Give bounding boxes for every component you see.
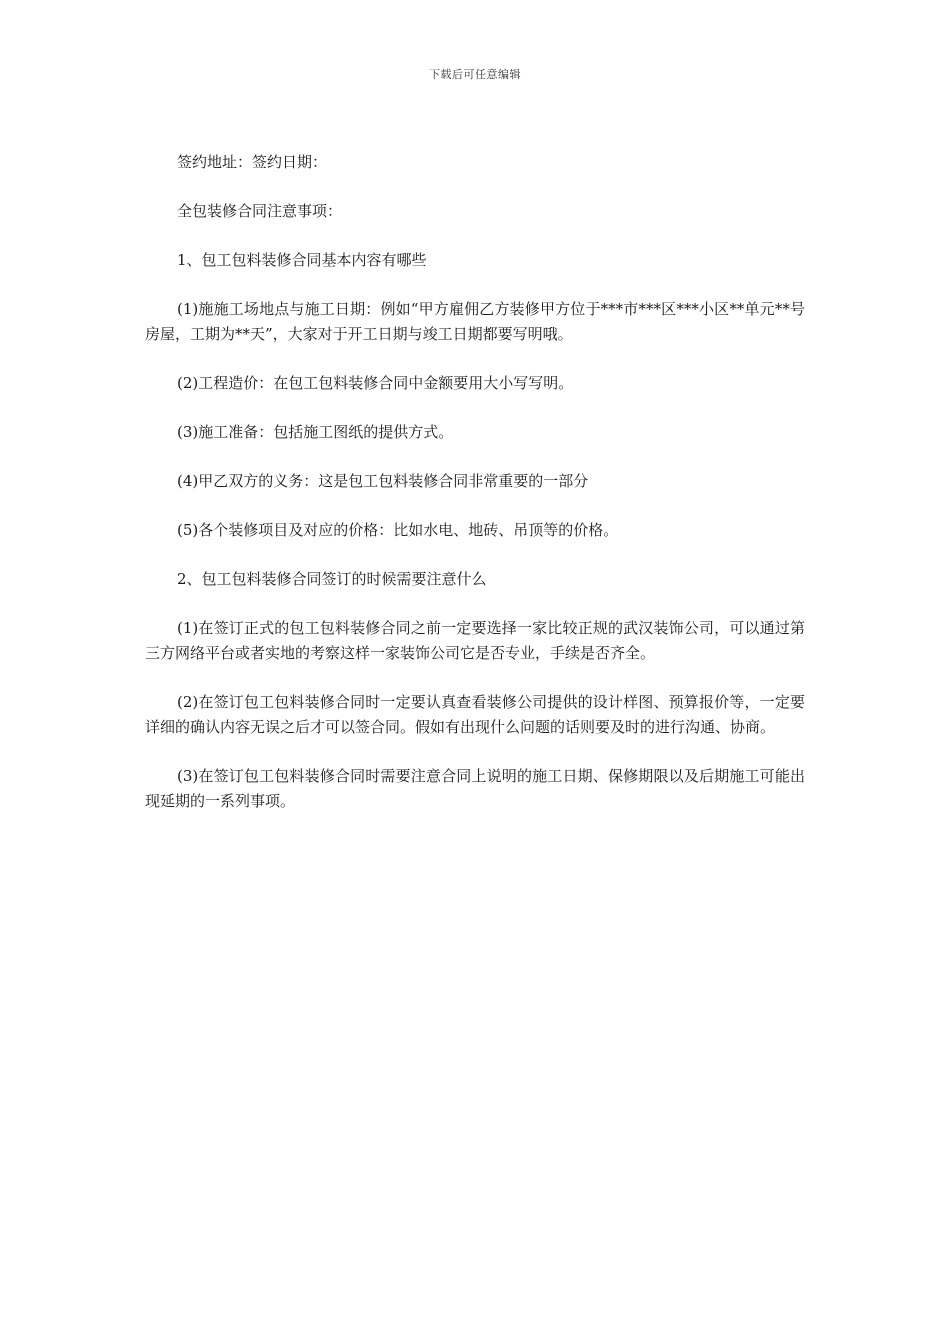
list-item: (3)在签订包工包料装修合同时需要注意合同上说明的施工日期、保修期限以及后期施工可能出现延期的一系列事项。 (145, 767, 805, 810)
list-item: (1)在签订正式的包工包料装修合同之前一定要选择一家比较正规的武汉装饰公司，可以通过第三方网络平台或者实地的考察这样一家装饰公司它是否专业，手续是否齐全。 (145, 619, 805, 662)
list-item: (2)在签订包工包料装修合同时一定要认真查看装修公司提供的设计样图、预算报价等，一定要详细的确认内容无误之后才可以签合同。假如有出现什么问题的话则要及时的进行沟通、协商。 (145, 693, 805, 736)
section-heading-2: 2、包工包料装修合同签订的时候需要注意什么 (177, 570, 487, 588)
list-item: (1)施施工场地点与施工日期：例如“甲方雇佣乙方装修甲方位于***市***区***小区**单元**号房屋，工期为**天”，大家对于开工日期与竣工日期都要写明哦。 (145, 300, 805, 343)
list-item: (3)施工准备：包括施工图纸的提供方式。 (177, 423, 454, 441)
list-item: (4)甲乙双方的义务：这是包工包料装修合同非常重要的一部分 (177, 472, 589, 490)
document-body (145, 150, 805, 838)
page-header: 下载后可任意编辑 (429, 68, 521, 81)
list-item: (2)工程造价：在包工包料装修合同中金额要用大小写写明。 (177, 374, 574, 392)
section-heading-1: 1、包工包料装修合同基本内容有哪些 (177, 251, 427, 269)
signing-info: 签约地址：签约日期： (177, 153, 328, 171)
section-intro: 全包装修合同注意事项： (177, 202, 343, 220)
list-item: (5)各个装修项目及对应的价格：比如水电、地砖、吊顶等的价格。 (177, 521, 619, 539)
